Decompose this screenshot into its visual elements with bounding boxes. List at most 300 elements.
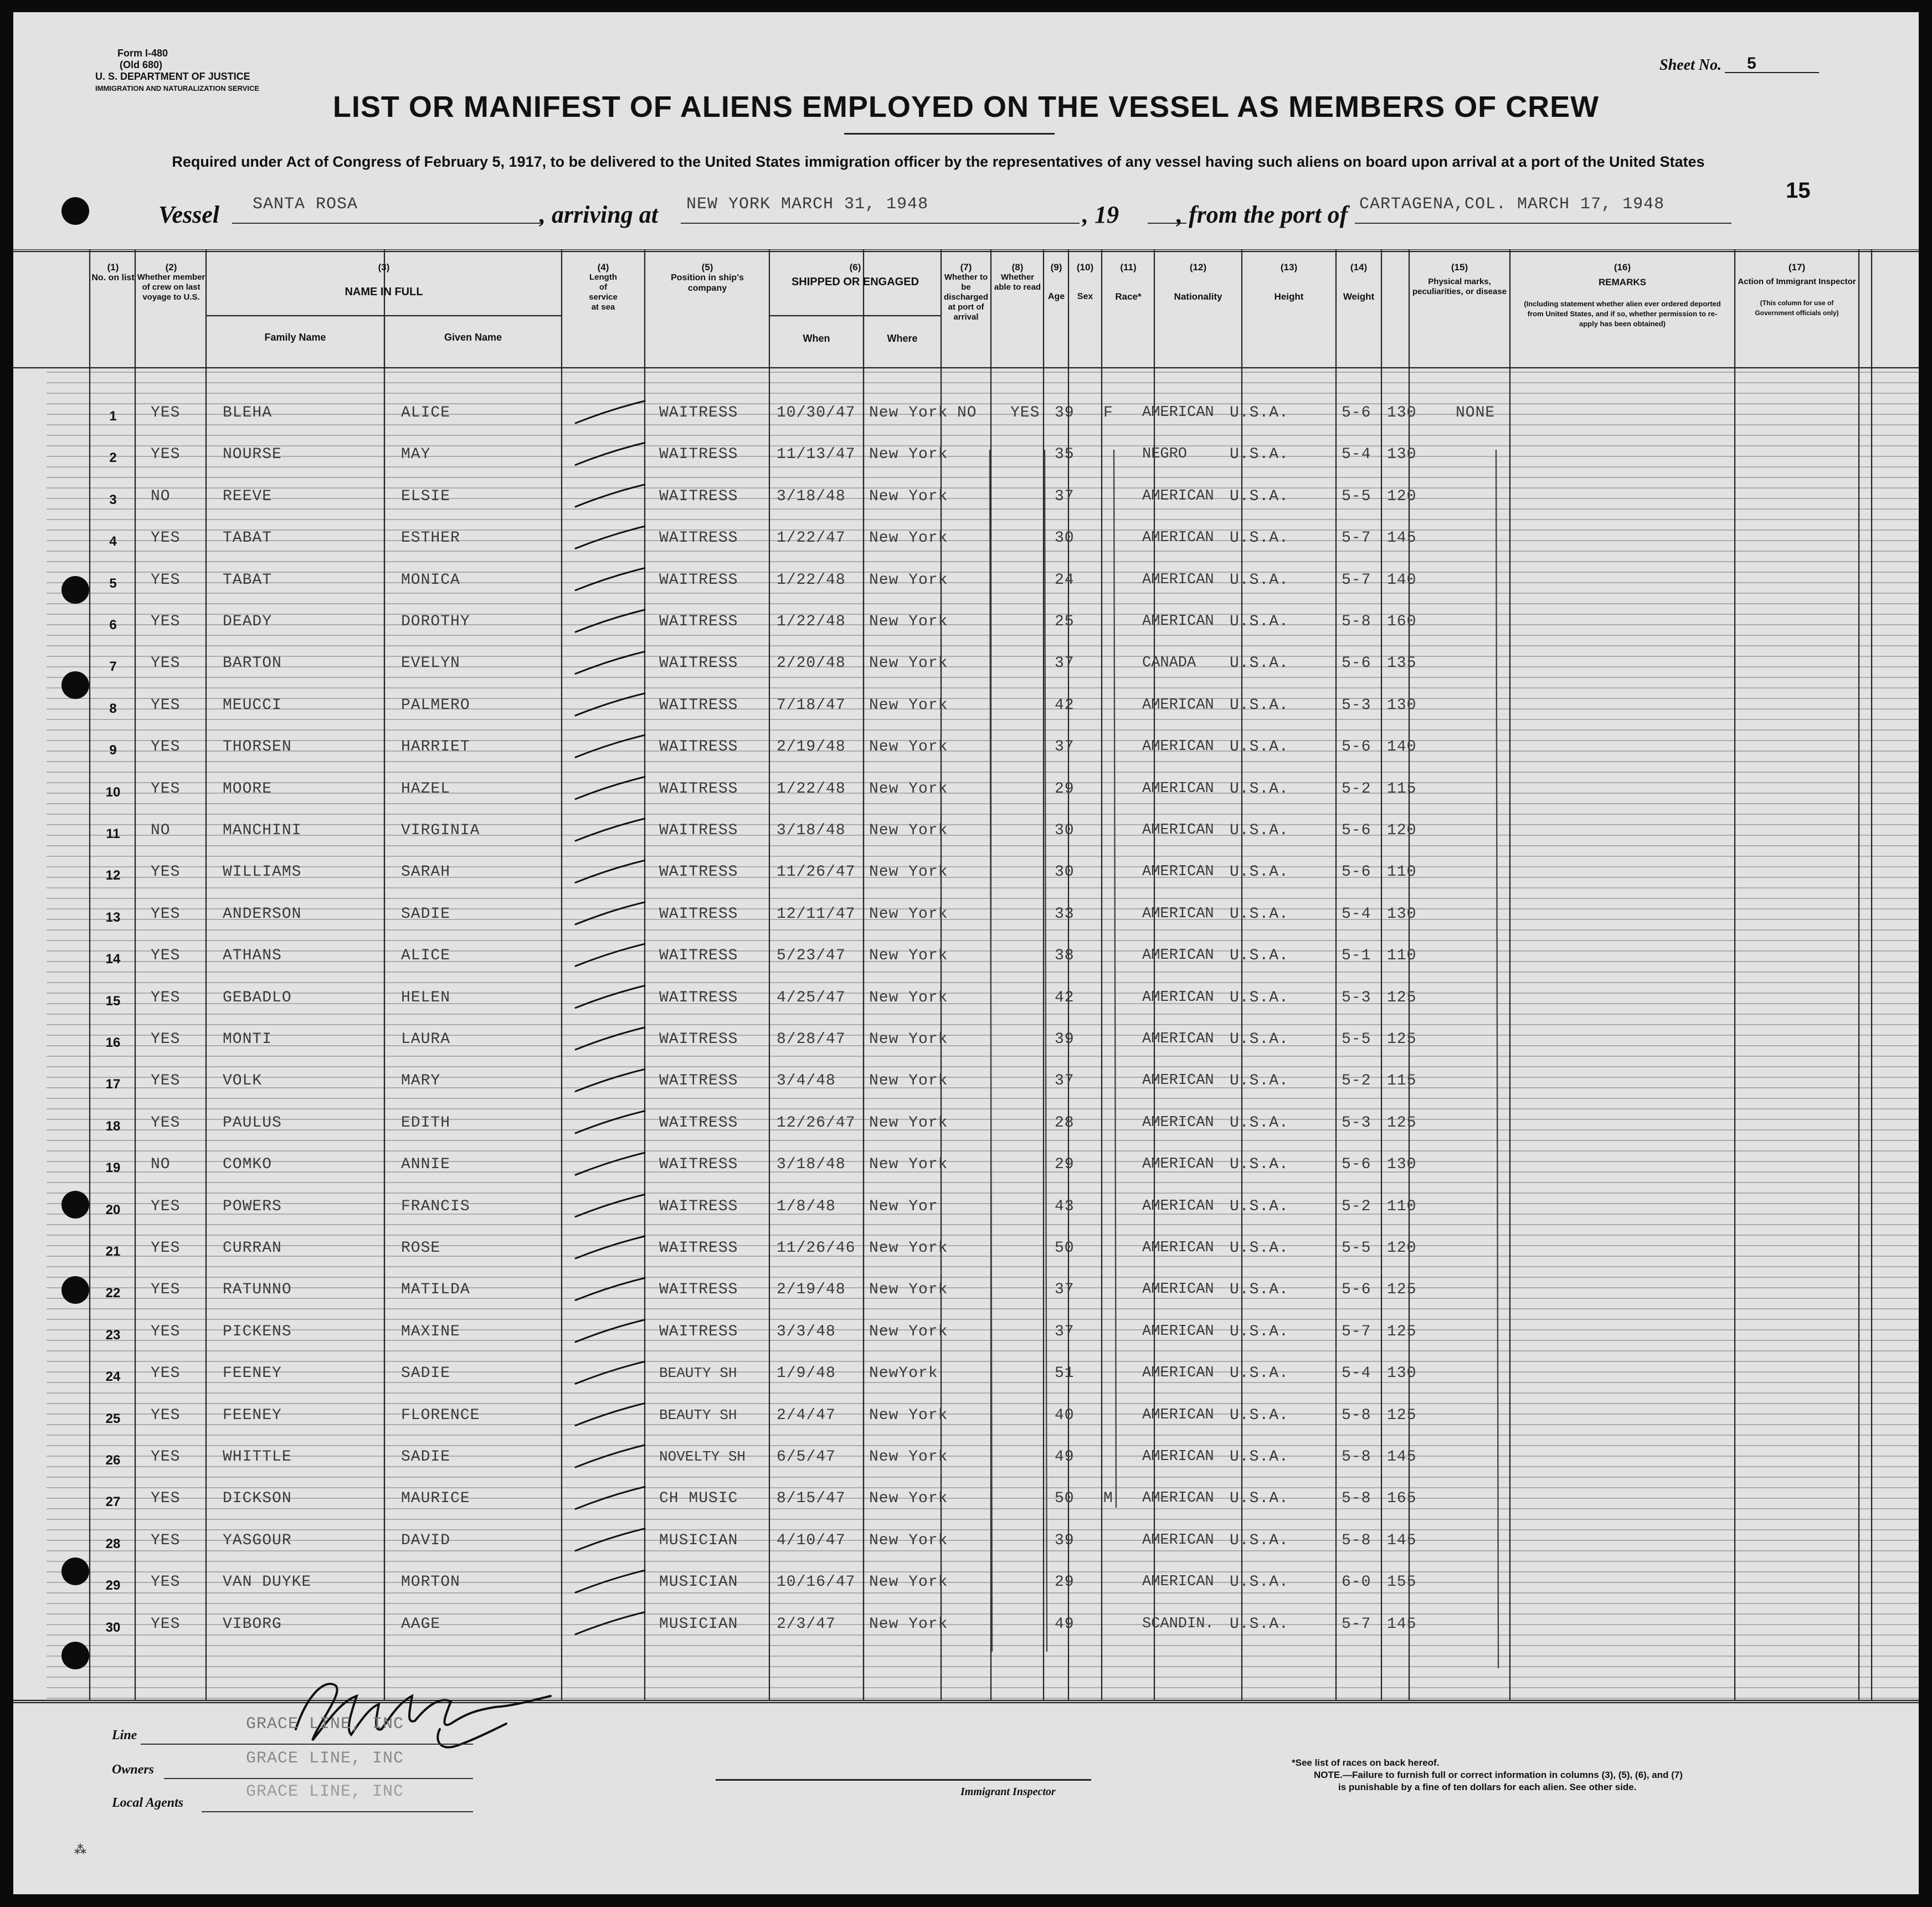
cell-weight: 135 bbox=[1387, 655, 1417, 672]
col-header-age-label: Age bbox=[1047, 292, 1065, 301]
cell-age: 30 bbox=[1055, 530, 1075, 547]
cell-position: WAITRESS bbox=[659, 696, 738, 714]
col-header-height-label: Height bbox=[1274, 291, 1304, 302]
service-check-mark bbox=[576, 1153, 645, 1175]
cell-prev-voyage: YES bbox=[151, 1406, 181, 1424]
cell-shipped-when: 6/5/47 bbox=[777, 1448, 836, 1466]
cell-nationality: U.S.A. bbox=[1230, 1072, 1289, 1090]
cell-family-name: COMKO bbox=[223, 1156, 273, 1174]
cell-height: 5-2 bbox=[1342, 1197, 1371, 1215]
cell-weight: 125 bbox=[1387, 1323, 1417, 1340]
cell-weight: 145 bbox=[1387, 1531, 1417, 1549]
cell-nationality: U.S.A. bbox=[1230, 1031, 1289, 1048]
cell-family-name: WHITTLE bbox=[223, 1448, 292, 1466]
page-title: LIST OR MANIFEST OF ALIENS EMPLOYED ON THE VESSEL AS MEMBERS OF CREW bbox=[332, 90, 1600, 124]
title-rule bbox=[844, 133, 1055, 135]
cell-shipped-when: 3/18/48 bbox=[777, 487, 846, 505]
line-underline bbox=[141, 1742, 473, 1745]
col-header-race bbox=[1103, 263, 1154, 302]
cell-shipped-where: New York bbox=[869, 655, 948, 672]
punch-hole bbox=[61, 1642, 89, 1669]
cell-row-number: 8 bbox=[109, 701, 117, 716]
cell-position: WAITRESS bbox=[659, 822, 738, 839]
cell-height: 5-7 bbox=[1342, 1323, 1371, 1340]
cell-position: WAITRESS bbox=[659, 655, 738, 672]
cell-family-name: ANDERSON bbox=[223, 905, 302, 923]
cell-age: 30 bbox=[1055, 863, 1075, 881]
local-agents-label: Local Agents bbox=[112, 1796, 184, 1810]
col-header-sex-label: Sex bbox=[1077, 292, 1093, 301]
line-value: GRACE LINE, INC bbox=[246, 1715, 404, 1734]
service-check-mark bbox=[576, 651, 645, 674]
col-header-shipped-when: When bbox=[803, 333, 830, 344]
cell-position: WAITRESS bbox=[659, 1281, 738, 1299]
cell-weight: 120 bbox=[1387, 1240, 1417, 1257]
cell-shipped-where: New York bbox=[869, 1615, 948, 1633]
ditto-line bbox=[1496, 450, 1498, 1668]
cell-shipped-where: New York bbox=[869, 780, 948, 798]
cell-shipped-when: 3/4/48 bbox=[777, 1072, 836, 1090]
cell-shipped-where: New York bbox=[869, 1531, 948, 1549]
cell-given-name: ROSE bbox=[401, 1240, 441, 1257]
service-check-mark bbox=[576, 1236, 645, 1258]
cell-prev-voyage: YES bbox=[151, 863, 181, 881]
cell-given-name: MORTON bbox=[401, 1574, 460, 1591]
cell-shipped-where: New York bbox=[869, 1240, 948, 1257]
cell-age: 37 bbox=[1055, 487, 1075, 505]
cell-prev-voyage: YES bbox=[151, 1114, 181, 1132]
cell-row-number: 21 bbox=[105, 1244, 121, 1259]
arriving-underline bbox=[681, 222, 1080, 224]
cell-weight: 160 bbox=[1387, 613, 1417, 630]
col-header-inspector-action-number: (17) bbox=[1788, 262, 1806, 273]
cell-weight: 120 bbox=[1387, 487, 1417, 505]
col-header-position-label: Position in ship's company bbox=[671, 273, 744, 293]
owners-label: Owners bbox=[112, 1762, 155, 1777]
cell-given-name: EVELYN bbox=[401, 655, 460, 672]
cell-height: 5-5 bbox=[1342, 1031, 1371, 1048]
cell-prev-voyage: YES bbox=[151, 989, 181, 1006]
cell-row-number: 10 bbox=[105, 784, 121, 800]
cell-weight: 125 bbox=[1387, 989, 1417, 1006]
col-header-remarks bbox=[1511, 263, 1734, 288]
cell-height: 5-3 bbox=[1342, 989, 1371, 1006]
cell-race: AMERICAN bbox=[1142, 1197, 1214, 1215]
service-check-mark bbox=[576, 944, 645, 966]
cell-given-name: ESTHER bbox=[401, 530, 460, 547]
cell-shipped-when: 1/9/48 bbox=[777, 1365, 836, 1382]
cell-age: 37 bbox=[1055, 1281, 1075, 1299]
cell-prev-voyage: YES bbox=[151, 1615, 181, 1633]
cell-prev-voyage: YES bbox=[151, 1240, 181, 1257]
cell-weight: 130 bbox=[1387, 905, 1417, 923]
cell-shipped-when: 12/11/47 bbox=[777, 905, 856, 923]
cell-position: WAITRESS bbox=[659, 780, 738, 798]
cell-position: WAITRESS bbox=[659, 446, 738, 464]
cell-age: 49 bbox=[1055, 1448, 1075, 1466]
arriving-label: , arriving at bbox=[539, 201, 658, 228]
cell-prev-voyage: YES bbox=[151, 1531, 181, 1549]
cell-row-number: 13 bbox=[105, 909, 121, 925]
inspector-label: Immigrant Inspector bbox=[960, 1786, 1056, 1798]
cell-race: AMERICAN bbox=[1142, 863, 1214, 881]
cell-family-name: CURRAN bbox=[223, 1240, 282, 1257]
cell-age: 24 bbox=[1055, 571, 1075, 589]
cell-weight: 125 bbox=[1387, 1406, 1417, 1424]
cell-prev-voyage: YES bbox=[151, 1574, 181, 1591]
cell-weight: 120 bbox=[1387, 822, 1417, 839]
cell-prev-voyage: YES bbox=[151, 446, 181, 464]
cell-prev-voyage: YES bbox=[151, 780, 181, 798]
cell-height: 5-8 bbox=[1342, 1490, 1371, 1508]
cell-race: AMERICAN bbox=[1142, 613, 1214, 630]
cell-height: 5-7 bbox=[1342, 1615, 1371, 1633]
cell-age: 50 bbox=[1055, 1490, 1075, 1508]
cell-given-name: MARY bbox=[401, 1072, 441, 1090]
footnote-fine: is punishable by a fine of ten dollars for each alien. See other side. bbox=[1338, 1782, 1637, 1792]
cell-row-number: 4 bbox=[109, 534, 117, 549]
service-check-mark bbox=[576, 1612, 645, 1634]
cell-shipped-when: 2/19/48 bbox=[777, 1281, 846, 1299]
cell-row-number: 30 bbox=[105, 1620, 121, 1635]
cell-age: 40 bbox=[1055, 1406, 1075, 1424]
cell-position: BEAUTY SH bbox=[659, 1365, 737, 1382]
cell-prev-voyage: YES bbox=[151, 696, 181, 714]
cell-race: AMERICAN bbox=[1142, 1281, 1214, 1298]
cell-family-name: MONTI bbox=[223, 1031, 273, 1048]
cell-weight: 110 bbox=[1387, 947, 1417, 965]
cell-shipped-when: 11/13/47 bbox=[777, 446, 856, 464]
cell-prev-voyage: NO bbox=[151, 822, 171, 839]
cell-age: 37 bbox=[1055, 655, 1075, 672]
cell-position: WAITRESS bbox=[659, 1197, 738, 1215]
cell-prev-voyage: YES bbox=[151, 1197, 181, 1215]
cell-nationality: U.S.A. bbox=[1230, 947, 1289, 965]
service-check-mark bbox=[576, 1570, 645, 1592]
cell-race: AMERICAN bbox=[1142, 530, 1214, 547]
col-header-name-number: (3) bbox=[378, 262, 390, 273]
cell-position: MUSICIAN bbox=[659, 1531, 738, 1549]
cell-given-name: HARRIET bbox=[401, 738, 470, 756]
cell-prev-voyage: YES bbox=[151, 530, 181, 547]
cell-shipped-where: New York bbox=[869, 1490, 948, 1508]
cell-shipped-where: New York bbox=[869, 1448, 948, 1466]
cell-shipped-when: 11/26/47 bbox=[777, 863, 856, 881]
cell-shipped-when: 10/16/47 bbox=[777, 1574, 856, 1591]
cell-given-name: DOROTHY bbox=[401, 613, 470, 630]
cell-shipped-where: New Yor bbox=[869, 1197, 938, 1215]
cell-position: WAITRESS bbox=[659, 613, 738, 630]
cell-shipped-when: 11/26/46 bbox=[777, 1240, 856, 1257]
cell-row-number: 18 bbox=[105, 1118, 121, 1134]
cell-row-number: 6 bbox=[109, 618, 117, 633]
cell-given-name: FLORENCE bbox=[401, 1406, 480, 1424]
col-header-shipped-number: (6) bbox=[849, 262, 861, 273]
printer-mark-icon: ⁂ bbox=[74, 1843, 86, 1857]
cell-weight: 130 bbox=[1387, 1365, 1417, 1382]
cell-position: WAITRESS bbox=[659, 1072, 738, 1090]
cell-weight: 115 bbox=[1387, 780, 1417, 798]
cell-prev-voyage: YES bbox=[151, 738, 181, 756]
cell-nationality: U.S.A. bbox=[1230, 1323, 1289, 1340]
cell-race: AMERICAN bbox=[1142, 822, 1214, 839]
footnote-note: NOTE.—Failure to furnish full or correct information in columns (3), (5), (6), and (7) bbox=[1314, 1770, 1683, 1780]
crew-table-grid bbox=[13, 249, 1919, 1711]
cell-shipped-where: New York bbox=[869, 738, 948, 756]
local-agents-underline bbox=[202, 1810, 473, 1812]
cell-family-name: FEENEY bbox=[223, 1406, 282, 1424]
col-header-family-name: Family Name bbox=[264, 332, 326, 343]
service-check-mark bbox=[576, 1027, 645, 1050]
cell-shipped-when: 1/22/48 bbox=[777, 571, 846, 589]
cell-prev-voyage: YES bbox=[151, 613, 181, 630]
cell-age: 49 bbox=[1055, 1615, 1075, 1633]
cell-family-name: YASGOUR bbox=[223, 1531, 292, 1549]
service-check-mark bbox=[576, 777, 645, 799]
cell-shipped-when: 1/22/48 bbox=[777, 780, 846, 798]
col-header-service-length-number: (4) bbox=[597, 262, 609, 273]
cell-shipped-when: 8/15/47 bbox=[777, 1490, 846, 1508]
from-port-underline bbox=[1355, 222, 1731, 224]
cell-height: 5-6 bbox=[1342, 738, 1371, 756]
cell-physical-marks: NONE bbox=[1456, 404, 1496, 422]
cell-height: 5-6 bbox=[1342, 1281, 1371, 1299]
cell-height: 5-8 bbox=[1342, 613, 1371, 630]
cell-given-name: SARAH bbox=[401, 863, 451, 881]
cell-given-name: PALMERO bbox=[401, 696, 470, 714]
page-number: 15 bbox=[1786, 178, 1811, 203]
cell-race: AMERICAN bbox=[1142, 947, 1214, 964]
cell-shipped-where: New York bbox=[869, 530, 948, 547]
cell-nationality: U.S.A. bbox=[1230, 1574, 1289, 1591]
col-header-race-label: Race* bbox=[1115, 291, 1142, 302]
cell-given-name: EDITH bbox=[401, 1114, 451, 1132]
cell-height: 5-6 bbox=[1342, 655, 1371, 672]
cell-shipped-where: New York bbox=[869, 696, 948, 714]
cell-height: 5-2 bbox=[1342, 1072, 1371, 1090]
col-header-nationality bbox=[1155, 263, 1241, 302]
cell-shipped-where: New York bbox=[869, 822, 948, 839]
cell-weight: 125 bbox=[1387, 1114, 1417, 1132]
col-header-nationality-label: Nationality bbox=[1174, 291, 1222, 302]
cell-row-number: 26 bbox=[105, 1453, 121, 1468]
cell-prev-voyage: YES bbox=[151, 1365, 181, 1382]
cell-race: AMERICAN bbox=[1142, 1365, 1214, 1382]
ditto-line bbox=[1114, 450, 1116, 1508]
from-port-date: CARTAGENA,COL. MARCH 17, 1948 bbox=[1359, 195, 1665, 214]
cell-family-name: ATHANS bbox=[223, 947, 282, 965]
col-header-read bbox=[992, 263, 1043, 292]
cell-race: CANADA bbox=[1142, 655, 1196, 672]
cell-height: 5-6 bbox=[1342, 863, 1371, 881]
cell-shipped-where: New York bbox=[869, 1574, 948, 1591]
cell-shipped-where: New York bbox=[869, 1406, 948, 1424]
col-header-name-label: NAME IN FULL bbox=[345, 286, 423, 298]
cell-age: 28 bbox=[1055, 1114, 1075, 1132]
cell-row-number: 23 bbox=[105, 1327, 121, 1343]
cell-shipped-where: New York bbox=[869, 613, 948, 630]
cell-position: WAITRESS bbox=[659, 947, 738, 965]
cell-position: MUSICIAN bbox=[659, 1615, 738, 1633]
cell-race: AMERICAN bbox=[1142, 989, 1214, 1006]
col-header-weight-label: Weight bbox=[1343, 291, 1375, 302]
cell-prev-voyage: YES bbox=[151, 571, 181, 589]
cell-weight: 155 bbox=[1387, 1574, 1417, 1591]
cell-age: 29 bbox=[1055, 1574, 1075, 1591]
col-header-age-number: (9) bbox=[1050, 262, 1062, 273]
cell-shipped-when: 4/10/47 bbox=[777, 1531, 846, 1549]
cell-race: AMERICAN bbox=[1142, 487, 1214, 505]
cell-position: WAITRESS bbox=[659, 738, 738, 756]
col-header-prev-voyage bbox=[136, 263, 206, 302]
cell-given-name: ANNIE bbox=[401, 1156, 451, 1174]
cell-shipped-when: 2/3/47 bbox=[777, 1615, 836, 1633]
col-header-physical-marks bbox=[1410, 263, 1509, 297]
cell-row-number: 25 bbox=[105, 1411, 121, 1426]
cell-nationality: U.S.A. bbox=[1230, 1240, 1289, 1257]
col-header-remarks-number: (16) bbox=[1614, 262, 1631, 273]
cell-race: AMERICAN bbox=[1142, 696, 1214, 713]
cell-shipped-when: 7/18/47 bbox=[777, 696, 846, 714]
cell-row-number: 5 bbox=[109, 575, 117, 591]
cell-height: 5-6 bbox=[1342, 822, 1371, 839]
cell-shipped-where: New York bbox=[869, 989, 948, 1006]
col-header-number-number: (1) bbox=[107, 262, 119, 273]
cell-family-name: MEUCCI bbox=[223, 696, 282, 714]
cell-family-name: VAN DUYKE bbox=[223, 1574, 312, 1591]
cell-age: 35 bbox=[1055, 446, 1075, 464]
col-header-inspector-note: (This column for use of Government officials only) bbox=[1755, 299, 1839, 317]
cell-nationality: U.S.A. bbox=[1230, 404, 1289, 422]
cell-nationality: U.S.A. bbox=[1230, 446, 1289, 464]
cell-shipped-when: 3/18/48 bbox=[777, 822, 846, 839]
service-check-mark bbox=[576, 401, 645, 423]
cell-row-number: 27 bbox=[105, 1494, 121, 1510]
table-header bbox=[13, 249, 1919, 366]
cell-age: 30 bbox=[1055, 822, 1075, 839]
col-header-age bbox=[1045, 263, 1068, 302]
cell-weight: 140 bbox=[1387, 571, 1417, 589]
vessel-underline bbox=[232, 222, 542, 224]
cell-shipped-where: New York bbox=[869, 571, 948, 589]
cell-weight: 165 bbox=[1387, 1490, 1417, 1508]
punch-hole bbox=[61, 197, 89, 225]
cell-weight: 145 bbox=[1387, 1448, 1417, 1466]
cell-age: 37 bbox=[1055, 1323, 1075, 1340]
cell-row-number: 14 bbox=[105, 952, 121, 967]
col-header-number-label: No. on list bbox=[91, 273, 135, 282]
cell-prev-voyage: YES bbox=[151, 1490, 181, 1508]
service-check-mark bbox=[576, 1361, 645, 1384]
cell-row-number: 20 bbox=[105, 1202, 121, 1217]
cell-height: 5-8 bbox=[1342, 1531, 1371, 1549]
cell-height: 5-3 bbox=[1342, 1114, 1371, 1132]
cell-shipped-when: 4/25/47 bbox=[777, 989, 846, 1006]
cell-age: 37 bbox=[1055, 1072, 1075, 1090]
cell-height: 5-1 bbox=[1342, 947, 1371, 965]
col-header-physical-marks-label: Physical marks, peculiarities, or disease bbox=[1412, 277, 1507, 296]
punch-hole bbox=[61, 1191, 89, 1219]
cell-height: 5-4 bbox=[1342, 1365, 1371, 1382]
col-header-weight bbox=[1337, 263, 1380, 302]
cell-family-name: PICKENS bbox=[223, 1323, 292, 1340]
cell-row-number: 2 bbox=[109, 450, 117, 466]
cell-height: 5-4 bbox=[1342, 905, 1371, 923]
service-check-mark bbox=[576, 860, 645, 882]
cell-prev-voyage: YES bbox=[151, 947, 181, 965]
cell-row-number: 12 bbox=[105, 868, 121, 883]
service-check-mark bbox=[576, 902, 645, 924]
service-check-mark bbox=[576, 610, 645, 632]
cell-shipped-when: 10/30/47 bbox=[777, 404, 856, 422]
cell-position: WAITRESS bbox=[659, 989, 738, 1006]
col-header-sex-number: (10) bbox=[1076, 262, 1094, 273]
cell-age: 37 bbox=[1055, 738, 1075, 756]
col-header-remarks-label: REMARKS bbox=[1599, 277, 1646, 287]
col-header-name bbox=[207, 263, 561, 299]
cell-shipped-when: 2/4/47 bbox=[777, 1406, 836, 1424]
cell-age: 33 bbox=[1055, 905, 1075, 923]
cell-position: NOVELTY SH bbox=[659, 1448, 746, 1465]
cell-given-name: HAZEL bbox=[401, 780, 451, 798]
cell-race: AMERICAN bbox=[1142, 780, 1214, 797]
cell-given-name: FRANCIS bbox=[401, 1197, 470, 1215]
service-check-mark bbox=[576, 1195, 645, 1217]
col-header-remarks-note: (Including statement whether alien ever ordered deported from United States, and if so, whether permission to re-apply has been obtained) bbox=[1524, 300, 1721, 328]
col-header-physical-marks-number: (15) bbox=[1451, 262, 1468, 273]
cell-age: 39 bbox=[1055, 404, 1075, 422]
page-subtitle: Required under Act of Congress of February 5, 1917, to be delivered to the United States immigration officer by the representatives of any vessel having such aliens on board upon arrival at a port of the United States bbox=[172, 153, 1705, 170]
cell-row-number: 28 bbox=[105, 1536, 121, 1551]
cell-age: 29 bbox=[1055, 1156, 1075, 1174]
form-number: Form I-480 bbox=[117, 48, 168, 59]
cell-race: AMERICAN bbox=[1142, 1490, 1214, 1507]
cell-shipped-where: New York bbox=[869, 863, 948, 881]
cell-prev-voyage: YES bbox=[151, 1281, 181, 1299]
cell-position: WAITRESS bbox=[659, 487, 738, 505]
footnote-races: *See list of races on back hereof. bbox=[1292, 1757, 1440, 1768]
cell-race: AMERICAN bbox=[1142, 1574, 1214, 1591]
cell-age: 38 bbox=[1055, 947, 1075, 965]
cell-nationality: U.S.A. bbox=[1230, 1406, 1289, 1424]
cell-weight: 115 bbox=[1387, 1072, 1417, 1090]
cell-race: SCANDIN. bbox=[1142, 1615, 1214, 1632]
local-agents-value: GRACE LINE, INC bbox=[246, 1782, 404, 1801]
col-header-position-number: (5) bbox=[701, 262, 713, 273]
cell-nationality: U.S.A. bbox=[1230, 1281, 1289, 1299]
cell-family-name: VIBORG bbox=[223, 1615, 282, 1633]
cell-nationality: U.S.A. bbox=[1230, 989, 1289, 1006]
cell-nationality: U.S.A. bbox=[1230, 487, 1289, 505]
cell-position: MUSICIAN bbox=[659, 1574, 738, 1591]
cell-position: WAITRESS bbox=[659, 404, 738, 422]
cell-prev-voyage: YES bbox=[151, 1031, 181, 1048]
cell-prev-voyage: NO bbox=[151, 1156, 171, 1174]
cell-family-name: FEENEY bbox=[223, 1365, 282, 1382]
cell-row-number: 11 bbox=[106, 826, 120, 841]
cell-given-name: AAGE bbox=[401, 1615, 441, 1633]
col-header-sex bbox=[1069, 263, 1101, 302]
cell-row-number: 1 bbox=[109, 409, 117, 424]
cell-race: AMERICAN bbox=[1142, 738, 1214, 755]
cell-height: 5-3 bbox=[1342, 696, 1371, 714]
cell-weight: 130 bbox=[1387, 1156, 1417, 1174]
cell-age: 39 bbox=[1055, 1531, 1075, 1549]
cell-position: WAITRESS bbox=[659, 1240, 738, 1257]
cell-prev-voyage: YES bbox=[151, 655, 181, 672]
cell-position: WAITRESS bbox=[659, 530, 738, 547]
punch-hole bbox=[61, 671, 89, 699]
